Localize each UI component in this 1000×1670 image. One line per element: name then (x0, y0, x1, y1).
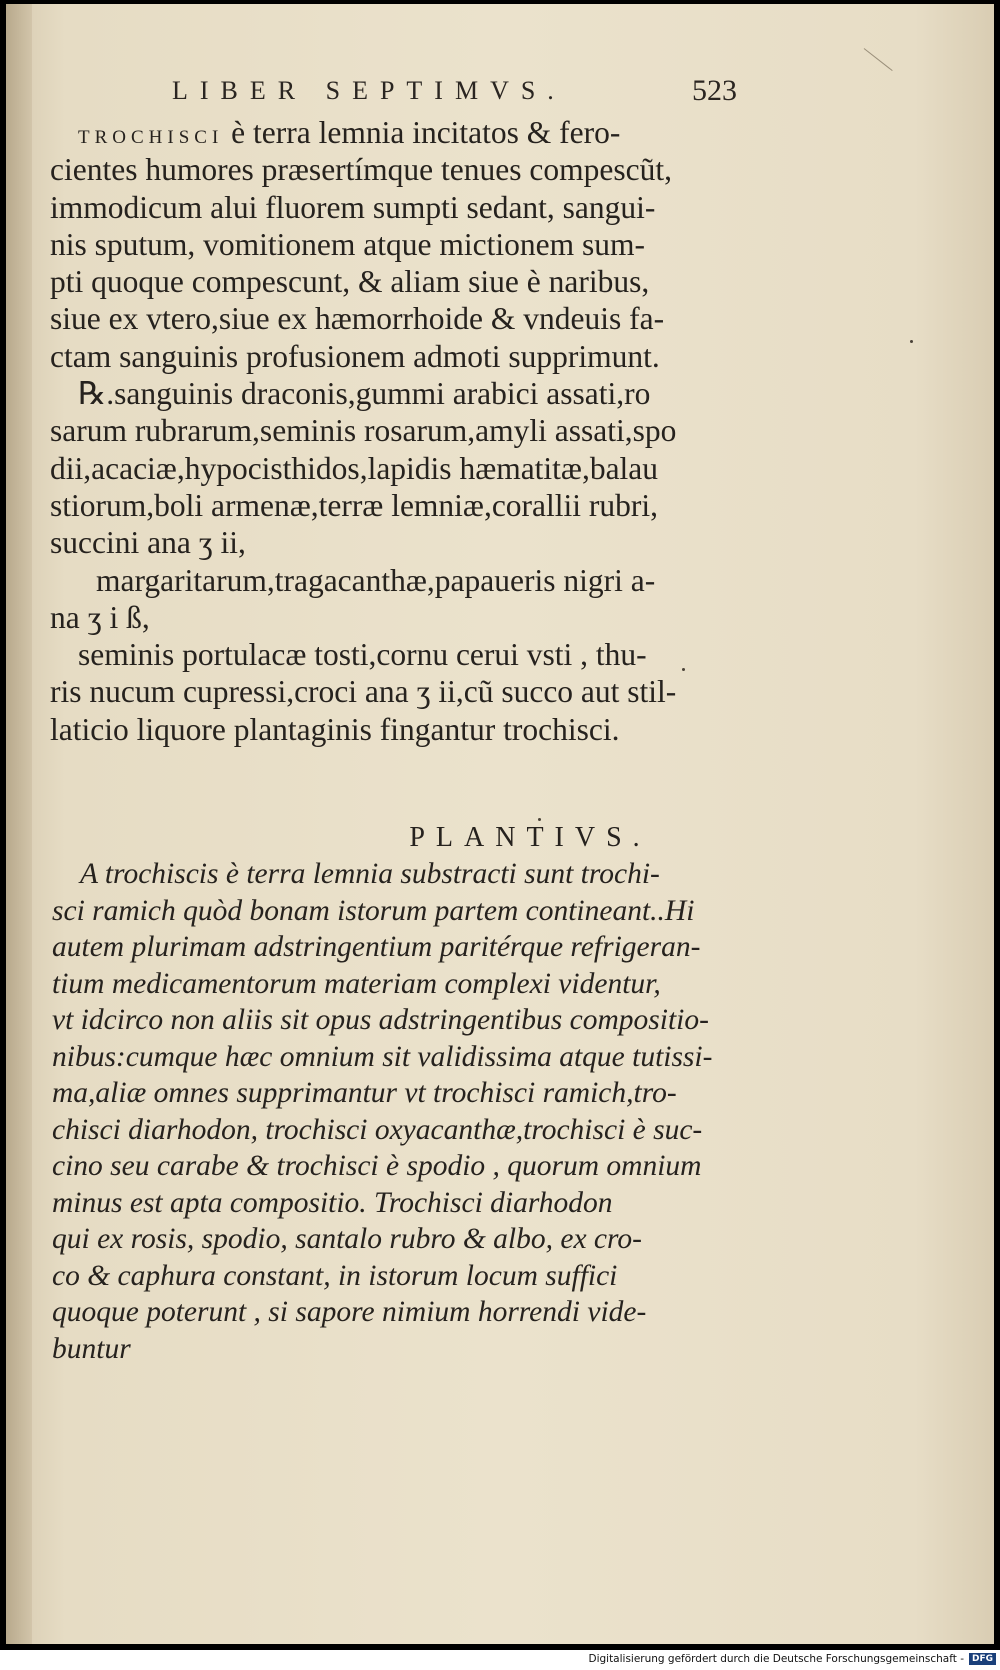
footer-bar (0, 1650, 1000, 1670)
commentary-line: quoque poterunt , si sapore nimium horrendi vide- (52, 1296, 647, 1328)
text-line: siue ex vtero,siue ex hæmorrhoide & vndeuis fa- (50, 301, 665, 337)
commentary-text-block (52, 856, 766, 1367)
recipe-line: margaritarum,tragacanthæ,papaueris nigri a- (96, 562, 656, 598)
commentary-line: chisci diarhodon, trochisci oxyacanthæ,trochisci è suc- (52, 1113, 703, 1146)
funding-credit: Digitalisierung gefördert durch die Deutsche Forschungsgemeinschaft - (588, 1653, 964, 1665)
text-line: immodicum alui fluorem sumpti sedant, sangui- (50, 189, 656, 225)
commentary-line: cino seu carabe & trochisci è spodio , quorum omnium (52, 1150, 702, 1182)
commentary-line: buntur (52, 1332, 131, 1365)
text-line (50, 114, 762, 151)
text-line: na ʒ i ß, (50, 599, 150, 635)
running-head-title: LIBER SEPTIMVS. (172, 76, 566, 105)
book-page (6, 4, 994, 1644)
commentary-line: vt idcirco non aliis sit opus adstringentibus compositio- (52, 1004, 709, 1036)
commentary-line: autem plurimam adstringentium paritérque refrigeran- (52, 931, 701, 963)
ink-speck (682, 668, 685, 671)
commentary-line: A trochiscis è terra lemnia substracti sunt trochi- (80, 858, 660, 890)
text-line-content: è terra lemnia incitatos & fero- (223, 115, 621, 150)
commentary-line: sci ramich quòd bonam istorum partem contineant..Hi (52, 894, 695, 927)
text-line: ris nucum cupressi,croci ana ʒ ii,cũ succo aut stil- (50, 674, 677, 710)
page-number: 523 (692, 74, 737, 107)
text-line: succini ana ʒ ii, (50, 525, 246, 561)
section-heading: PLANTIVS. (409, 822, 651, 853)
text-line: ctam sanguinis profusionem admoti supprimunt. (50, 338, 660, 374)
dfg-logo-icon: DFG (969, 1653, 996, 1665)
commentary-line: minus est apta compositio. Trochisci diarhodon (52, 1186, 613, 1219)
text-line: laticio liquore plantaginis fingantur trochisci. (50, 711, 620, 747)
text-line: sarum rubrarum,seminis rosarum,amyli assati,spo (50, 413, 677, 449)
ink-speck (910, 340, 913, 343)
small-caps-lead: TROCHISCI (78, 127, 224, 148)
ink-speck (538, 818, 541, 821)
commentary-line: qui ex rosis, spodio, santalo rubro & albo, ex cro- (52, 1223, 642, 1255)
text-line: pti quoque compescunt, & aliam siue è naribus, (50, 264, 650, 300)
commentary-line: tium medicamentorum materiam complexi videntur, (52, 967, 661, 1000)
commentary-line: nibus:cumque hæc omnium sit validissima atque tutissi- (52, 1040, 713, 1073)
text-line: dii,acaciæ,hypocisthidos,lapidis hæmatitæ,balau (50, 450, 659, 486)
recipe-line: seminis portulacæ tosti,cornu cerui vsti , thu- (78, 637, 647, 673)
running-head (6, 76, 994, 116)
text-line: cientes humores præsertímque tenues compescũt, (50, 152, 672, 188)
recipe-line: ℞.sanguinis draconis,gummi arabici assati,ro (78, 376, 651, 412)
commentary-line: co & caphura constant, in istorum locum suffici (52, 1259, 618, 1292)
main-text-block (50, 114, 762, 748)
commentary-line: ma,aliæ omnes supprimantur vt trochisci ramich,tro- (52, 1077, 677, 1109)
text-line: nis sputum, vomitionem atque mictionem sum- (50, 226, 645, 262)
text-line: stiorum,boli armenæ,terræ lemniæ,corallii rubri, (50, 487, 659, 523)
page-corner-fold (864, 48, 893, 71)
